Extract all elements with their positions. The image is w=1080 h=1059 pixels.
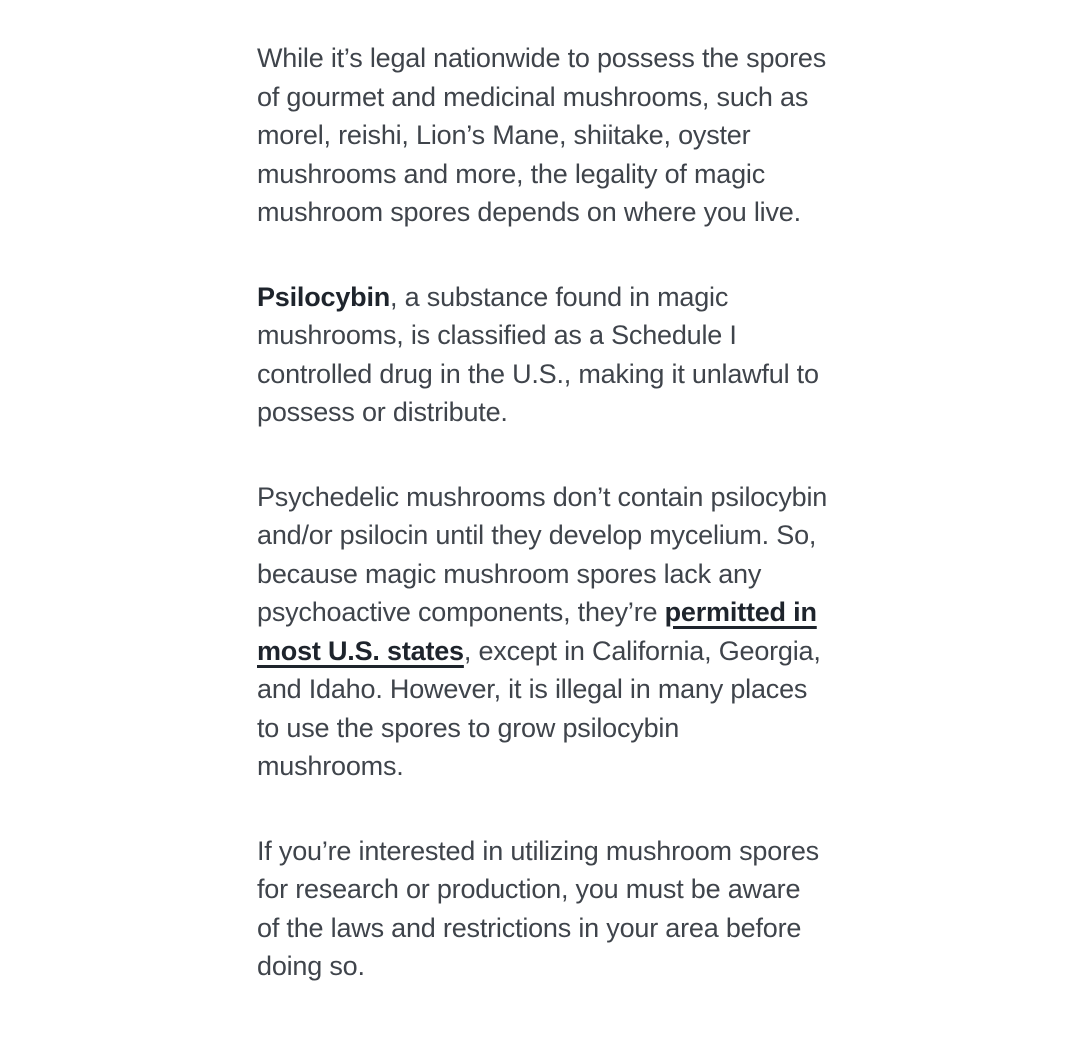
text-segment: Psychedelic mushrooms don’t contain psilocybin and/or psilocin until they develop mycelium. So, because magic mushroom spores lack any psychoactive components, they’re <box>257 481 828 627</box>
text-segment: While it’s legal nationwide to possess the spores of gourmet and medicinal mushrooms, such as morel, reishi, Lion’s Mane, shiitake, oyster mushrooms and more, the legality of magic mushroom spores depends on where you live. <box>257 43 827 227</box>
paragraph <box>257 478 829 786</box>
text-segment: If you’re interested in utilizing mushroom spores for research or production, you must be aware of the laws and restrictions in your area before doing so. <box>257 835 819 981</box>
paragraph <box>257 278 829 432</box>
emphasis-text: Psilocybin <box>257 281 391 312</box>
article-body <box>257 39 829 986</box>
text-segment: , except in California, Georgia, and Idaho. However, it is illegal in many places to use the spores to grow psilocybin mushrooms. <box>257 635 821 781</box>
paragraph <box>257 39 829 232</box>
text-segment: , a substance found in magic mushrooms, is classified as a Schedule I controlled drug in the U.S., making it unlawful to possess or distribute. <box>257 281 819 427</box>
inline-link[interactable]: permitted in most U.S. states <box>257 597 817 666</box>
paragraph <box>257 832 829 986</box>
